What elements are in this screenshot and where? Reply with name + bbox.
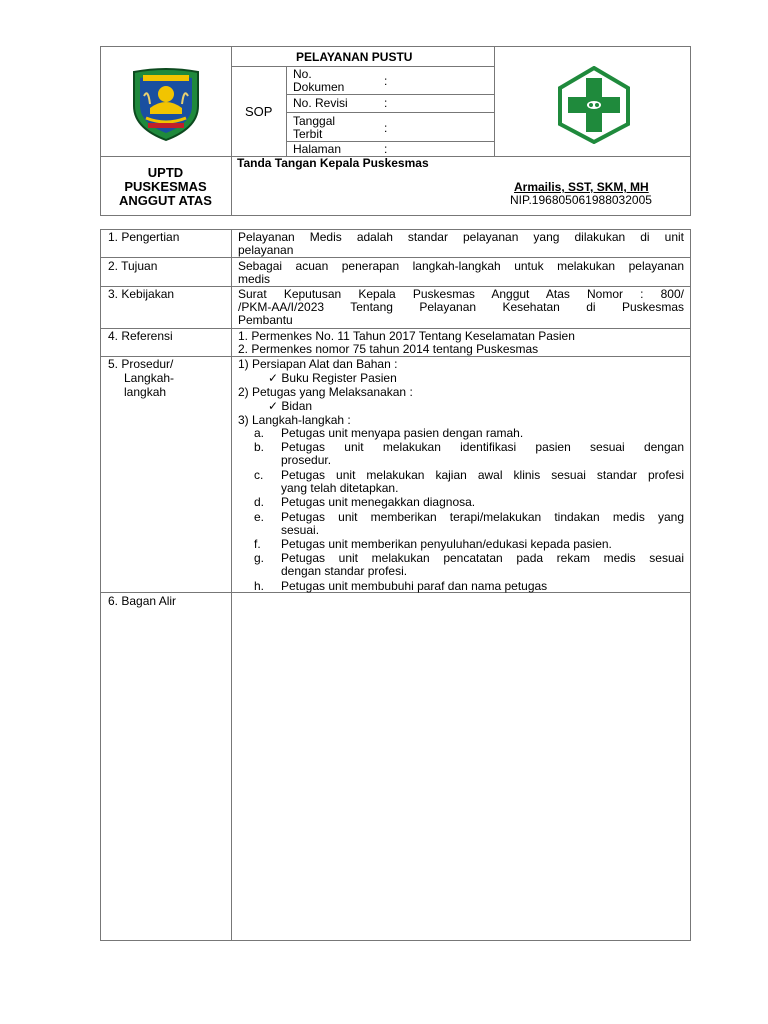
puskesmas-cross-logo-icon: [557, 66, 631, 144]
tujuan-text-line2: medis: [238, 272, 271, 286]
field-sep-no-dokumen: :: [384, 74, 388, 88]
field-sep-halaman: :: [384, 142, 388, 156]
step-text: Petugas unit melakukan kajian awal klinis sesuai standar profesi: [281, 468, 684, 482]
kebijakan-text-line2: /PKM-AA/I/2023 Tentang Pelayanan Kesehatan di Puskesmas: [238, 300, 684, 314]
referensi-item-1: 1. Permenkes No. 11 Tahun 2017 Tentang Keselamatan Pasien: [238, 329, 575, 343]
field-label-tanggal-terbit-2: Terbit: [293, 127, 323, 141]
alat-heading: 1) Persiapan Alat dan Bahan :: [238, 357, 398, 371]
step-letter: d.: [254, 495, 265, 509]
step-letter: f.: [254, 537, 261, 551]
field-label-halaman: Halaman: [293, 142, 342, 156]
step-text: Petugas unit melakukan identifikasi pasien sesuai dengan: [281, 440, 684, 454]
referensi-item-2: 2. Permenkes nomor 75 tahun 2014 tentang Puskesmas: [238, 342, 539, 356]
field-label-no-revisi: No. Revisi: [293, 96, 348, 110]
petugas-item: ✓ Bidan: [268, 399, 313, 413]
step-text: Petugas unit membubuhi paraf dan nama petugas: [281, 579, 548, 593]
step-text-cont: prosedur.: [281, 453, 332, 467]
section-label-kebijakan: 3. Kebijakan: [108, 287, 175, 301]
document-title: PELAYANAN PUSTU: [296, 50, 413, 64]
section-label-pengertian: 1. Pengertian: [108, 230, 180, 244]
section-label-prosedur-2: Langkah-: [124, 371, 175, 385]
section-label-prosedur: 5. Prosedur/: [108, 357, 174, 371]
step-text: Petugas unit memberikan terapi/melakukan tindakan medis yang: [281, 510, 684, 524]
section-label-prosedur-3: langkah: [124, 385, 167, 399]
signer-name: Armailis, SST, SKM, MH: [514, 180, 649, 194]
step-letter: c.: [254, 468, 264, 482]
section-label-referensi: 4. Referensi: [108, 329, 173, 343]
section-label-bagan-alir: 6. Bagan Alir: [108, 594, 177, 608]
step-letter: h.: [254, 579, 265, 593]
field-sep-tanggal-terbit: :: [384, 121, 388, 135]
step-letter: g.: [254, 551, 265, 565]
org-name-line3: ANGGUT ATAS: [119, 193, 212, 208]
field-label-no-dokumen-2: Dokumen: [293, 80, 345, 94]
step-letter: b.: [254, 440, 265, 454]
pengertian-text-line1: Pelayanan Medis adalah standar pelayanan yang dilakukan di unit: [238, 230, 684, 244]
signature-caption: Tanda Tangan Kepala Puskesmas: [237, 156, 429, 170]
sop-label: SOP: [245, 104, 273, 119]
kebijakan-text-line1: Surat Keputusan Kepala Puskesmas Anggut Atas Nomor : 800/: [238, 287, 684, 301]
step-letter: e.: [254, 510, 265, 524]
petugas-heading: 2) Petugas yang Melaksanakan :: [238, 385, 413, 399]
field-sep-no-revisi: :: [384, 96, 388, 110]
langkah-heading: 3) Langkah-langkah :: [238, 413, 351, 427]
regency-crest-icon: [128, 66, 204, 142]
field-label-no-dokumen: No.: [293, 67, 312, 81]
step-text-cont: sesuai.: [281, 523, 320, 537]
kebijakan-text-line3: Pembantu: [238, 313, 293, 327]
section-label-tujuan: 2. Tujuan: [108, 259, 158, 273]
signer-nip: NIP.196805061988032005: [510, 193, 652, 207]
step-text-cont: yang telah ditetapkan.: [281, 481, 399, 495]
step-text: Petugas unit menyapa pasien dengan ramah.: [281, 426, 524, 440]
org-name-line2: PUSKESMAS: [124, 179, 207, 194]
pengertian-text-line2: pelayanan: [238, 243, 294, 257]
step-text: Petugas unit menegakkan diagnosa.: [281, 495, 476, 509]
step-letter: a.: [254, 426, 265, 440]
org-name-line1: UPTD: [147, 165, 184, 180]
tujuan-text-line1: Sebagai acuan penerapan langkah-langkah untuk melakukan pelayanan: [238, 259, 684, 273]
field-label-tanggal-terbit: Tanggal: [293, 114, 336, 128]
step-text-cont: dengan standar profesi.: [281, 564, 408, 578]
step-text: Petugas unit memberikan penyuluhan/edukasi kepada pasien.: [281, 537, 612, 551]
step-text: Petugas unit melakukan pencatatan pada rekam medis sesuai: [281, 551, 684, 565]
alat-item: ✓ Buku Register Pasien: [268, 371, 397, 385]
